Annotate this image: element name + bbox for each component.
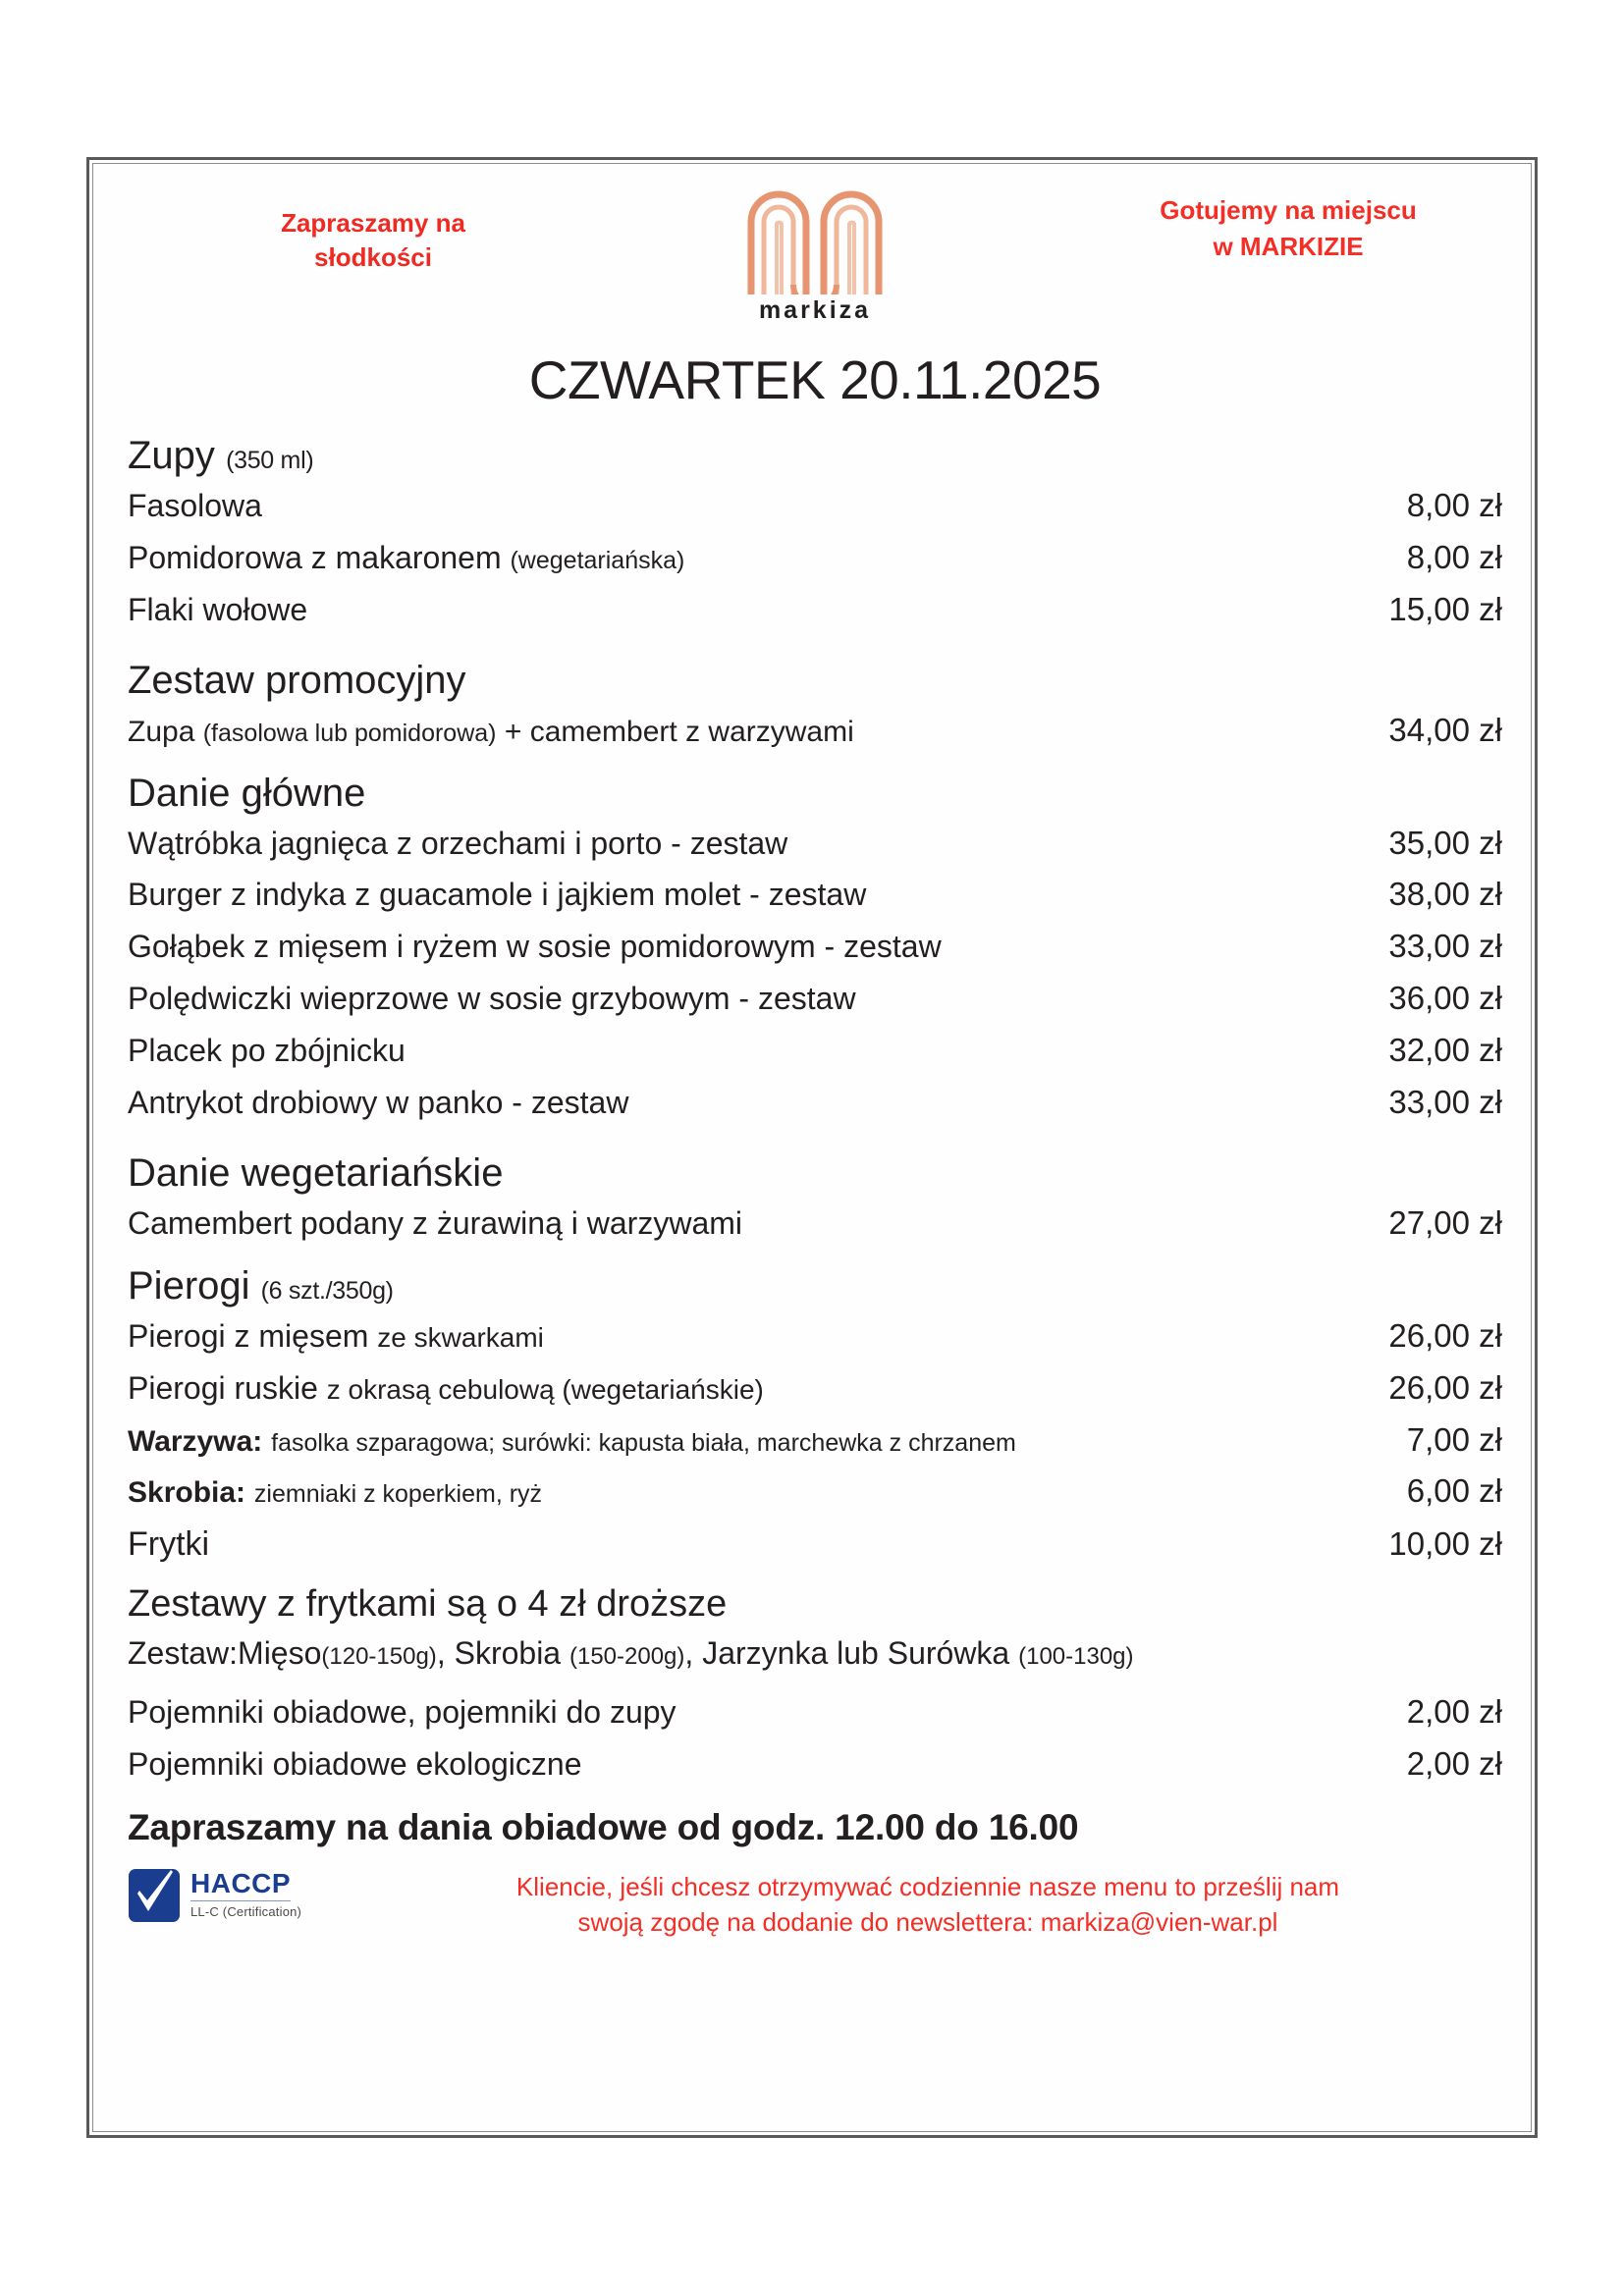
promo-cooked-line2: w MARKIZIE (1213, 231, 1364, 261)
item-price: 10,00 zł (1388, 1525, 1502, 1563)
promo-cooked-line1: Gotujemy na miejscu (1160, 195, 1417, 225)
item-note: ziemniaki z koperkiem, ryż (253, 1480, 543, 1509)
section-heading-zupy (128, 433, 1502, 478)
item-name: Pomidorowa z makaronem (128, 539, 502, 575)
section-heading-danie-wegetarianskie: Danie wegetariańskie (128, 1150, 504, 1195)
menu-row (128, 973, 1502, 1025)
item-name: Flaki wołowe (128, 591, 308, 627)
section-heading-pierogi (128, 1263, 1502, 1308)
item-label-group (128, 1420, 1316, 1462)
zestaw-prefix: Zestaw:Mięso (128, 1635, 322, 1672)
item-price: 8,00 zł (1406, 538, 1502, 575)
item-price: 27,00 zł (1388, 1203, 1502, 1241)
newsletter-line1: Kliencie, jeśli chcesz otrzymywać codziennie nasze menu to prześlij nam (515, 1872, 1340, 1902)
item-name: Fasolowa (128, 488, 262, 523)
menu-row (128, 532, 1502, 584)
menu-row (128, 869, 1502, 921)
item-price: 32,00 zł (1388, 1032, 1502, 1069)
item-note: fasolka szparagowa; surówki: kapusta biała, marchewka z chrzanem (271, 1428, 1016, 1457)
item-name: Skrobia: (128, 1476, 246, 1510)
item-name: Gołąbek z mięsem i ryżem w sosie pomidorowym - zestaw (128, 929, 942, 965)
section-heading-zestaw-promocyjny: Zestaw promocyjny (128, 658, 466, 702)
item-price: 35,00 zł (1388, 824, 1502, 861)
item-name: Warzywa: (128, 1424, 263, 1458)
item-price: 8,00 zł (1406, 487, 1502, 523)
promo-sweets-line2: słodkości (314, 242, 432, 273)
item-price: 7,00 zł (1406, 1420, 1502, 1458)
item-name: Placek po zbójnicku (128, 1033, 406, 1069)
item-name: Polędwiczki wieprzowe w sosie grzybowym - zestaw (128, 981, 856, 1017)
item-price: 34,00 zł (1388, 711, 1502, 748)
promo-cooked-onsite-text (1102, 192, 1475, 265)
markiza-wordmark: markiza (758, 296, 872, 324)
menu-row (128, 1077, 1502, 1129)
item-name: Zupa (128, 715, 195, 748)
menu-row-skrobia (128, 1466, 1502, 1518)
item-price: 38,00 zł (1388, 876, 1502, 913)
item-name: Pierogi ruskie (128, 1369, 318, 1406)
item-label-group (128, 1471, 1316, 1513)
item-price: 36,00 zł (1388, 980, 1502, 1017)
menu-row (128, 1362, 1502, 1415)
item-name: Pojemniki obiadowe, pojemniki do zupy (128, 1693, 677, 1730)
zestaw-composition-note (128, 1629, 1502, 1677)
item-label-group (128, 1368, 1316, 1410)
zestaw-mid-2: , Jarzynka lub Surówka (684, 1635, 1010, 1672)
item-price: 2,00 zł (1406, 1744, 1502, 1782)
section-heading-danie-glowne: Danie główne (128, 771, 366, 815)
section-qty-pierogi: (6 szt./350g) (260, 1276, 394, 1305)
menu-row (128, 921, 1502, 973)
menu-header (128, 175, 1502, 356)
menu-row (128, 584, 1502, 636)
item-name: Frytki (128, 1525, 210, 1564)
item-name: Pojemniki obiadowe ekologiczne (128, 1745, 582, 1782)
item-note: ze skwarkami (377, 1321, 544, 1353)
newsletter-line2: swoją zgodę na dodanie do newslettera: markiza@vien-war.pl (577, 1907, 1278, 1938)
haccp-text-block (190, 1868, 301, 1919)
haccp-subtitle: LL-C (Certification) (190, 1904, 302, 1920)
promo-sweets-text (226, 206, 520, 275)
frytki-surcharge-note: Zestawy z frytkami są o 4 zł droższe (128, 1582, 728, 1625)
item-name: Camembert podany z żurawiną i warzywami (128, 1204, 742, 1241)
menu-row (128, 1198, 1502, 1250)
haccp-checkmark-icon (128, 1868, 181, 1923)
item-name: Pierogi z mięsem (128, 1317, 369, 1354)
menu-row (128, 1686, 1502, 1738)
menu-row (128, 1310, 1502, 1362)
zestaw-weight-3: (100-130g) (1018, 1643, 1134, 1671)
newsletter-notice (363, 1864, 1502, 1941)
item-name: Burger z indyka z guacamole i jajkiem molet - zestaw (128, 877, 867, 913)
menu-content (128, 175, 1502, 1941)
zestaw-mid-1: , Skrobia (436, 1635, 562, 1672)
menu-row-warzywa (128, 1415, 1502, 1467)
item-price: 15,00 zł (1388, 590, 1502, 627)
item-label-group (128, 1316, 1316, 1358)
menu-row (128, 705, 1502, 757)
page-title: CZWARTEK 20.11.2025 (528, 349, 1102, 410)
menu-row (128, 480, 1502, 532)
item-price: 6,00 zł (1406, 1472, 1502, 1510)
item-price: 26,00 zł (1388, 1368, 1502, 1406)
opening-hours-note: Zapraszamy na dania obiadowe od godz. 12.00 do 16.00 (128, 1807, 1079, 1848)
section-title-zupy: Zupy (128, 434, 215, 477)
markiza-m-icon (741, 179, 889, 294)
haccp-name: HACCP (190, 1870, 291, 1901)
zestaw-weight-1: (120-150g) (321, 1643, 437, 1671)
menu-footer (128, 1864, 1502, 1941)
section-qty-zupy: (350 ml) (226, 447, 314, 474)
item-note: (wegetariańska) (510, 546, 685, 574)
item-price: 2,00 zł (1406, 1692, 1502, 1730)
section-title-pierogi: Pierogi (128, 1263, 250, 1308)
item-label-group (128, 713, 1316, 751)
item-price: 26,00 zł (1388, 1316, 1502, 1354)
item-note: (fasolowa lub pomidorowa) (202, 719, 497, 747)
menu-row-frytki (128, 1518, 1502, 1571)
menu-row (128, 1738, 1502, 1790)
menu-row (128, 818, 1502, 870)
item-price: 33,00 zł (1388, 928, 1502, 965)
item-label-group (128, 538, 1316, 579)
item-name: Wątróbka jagnięca z orzechami i porto - zestaw (128, 825, 788, 861)
menu-row (128, 1025, 1502, 1077)
promo-sweets-line1: Zapraszamy na (281, 208, 465, 238)
item-name-extra: + camembert z warzywami (504, 715, 854, 748)
item-price: 33,00 zł (1388, 1084, 1502, 1121)
item-note: z okrasą cebulową (wegetariańskie) (326, 1373, 764, 1405)
item-name: Antrykot drobiowy w panko - zestaw (128, 1085, 629, 1121)
zestaw-weight-2: (150-200g) (568, 1643, 685, 1671)
markiza-logo (722, 179, 908, 325)
haccp-certification-logo (128, 1864, 363, 1923)
